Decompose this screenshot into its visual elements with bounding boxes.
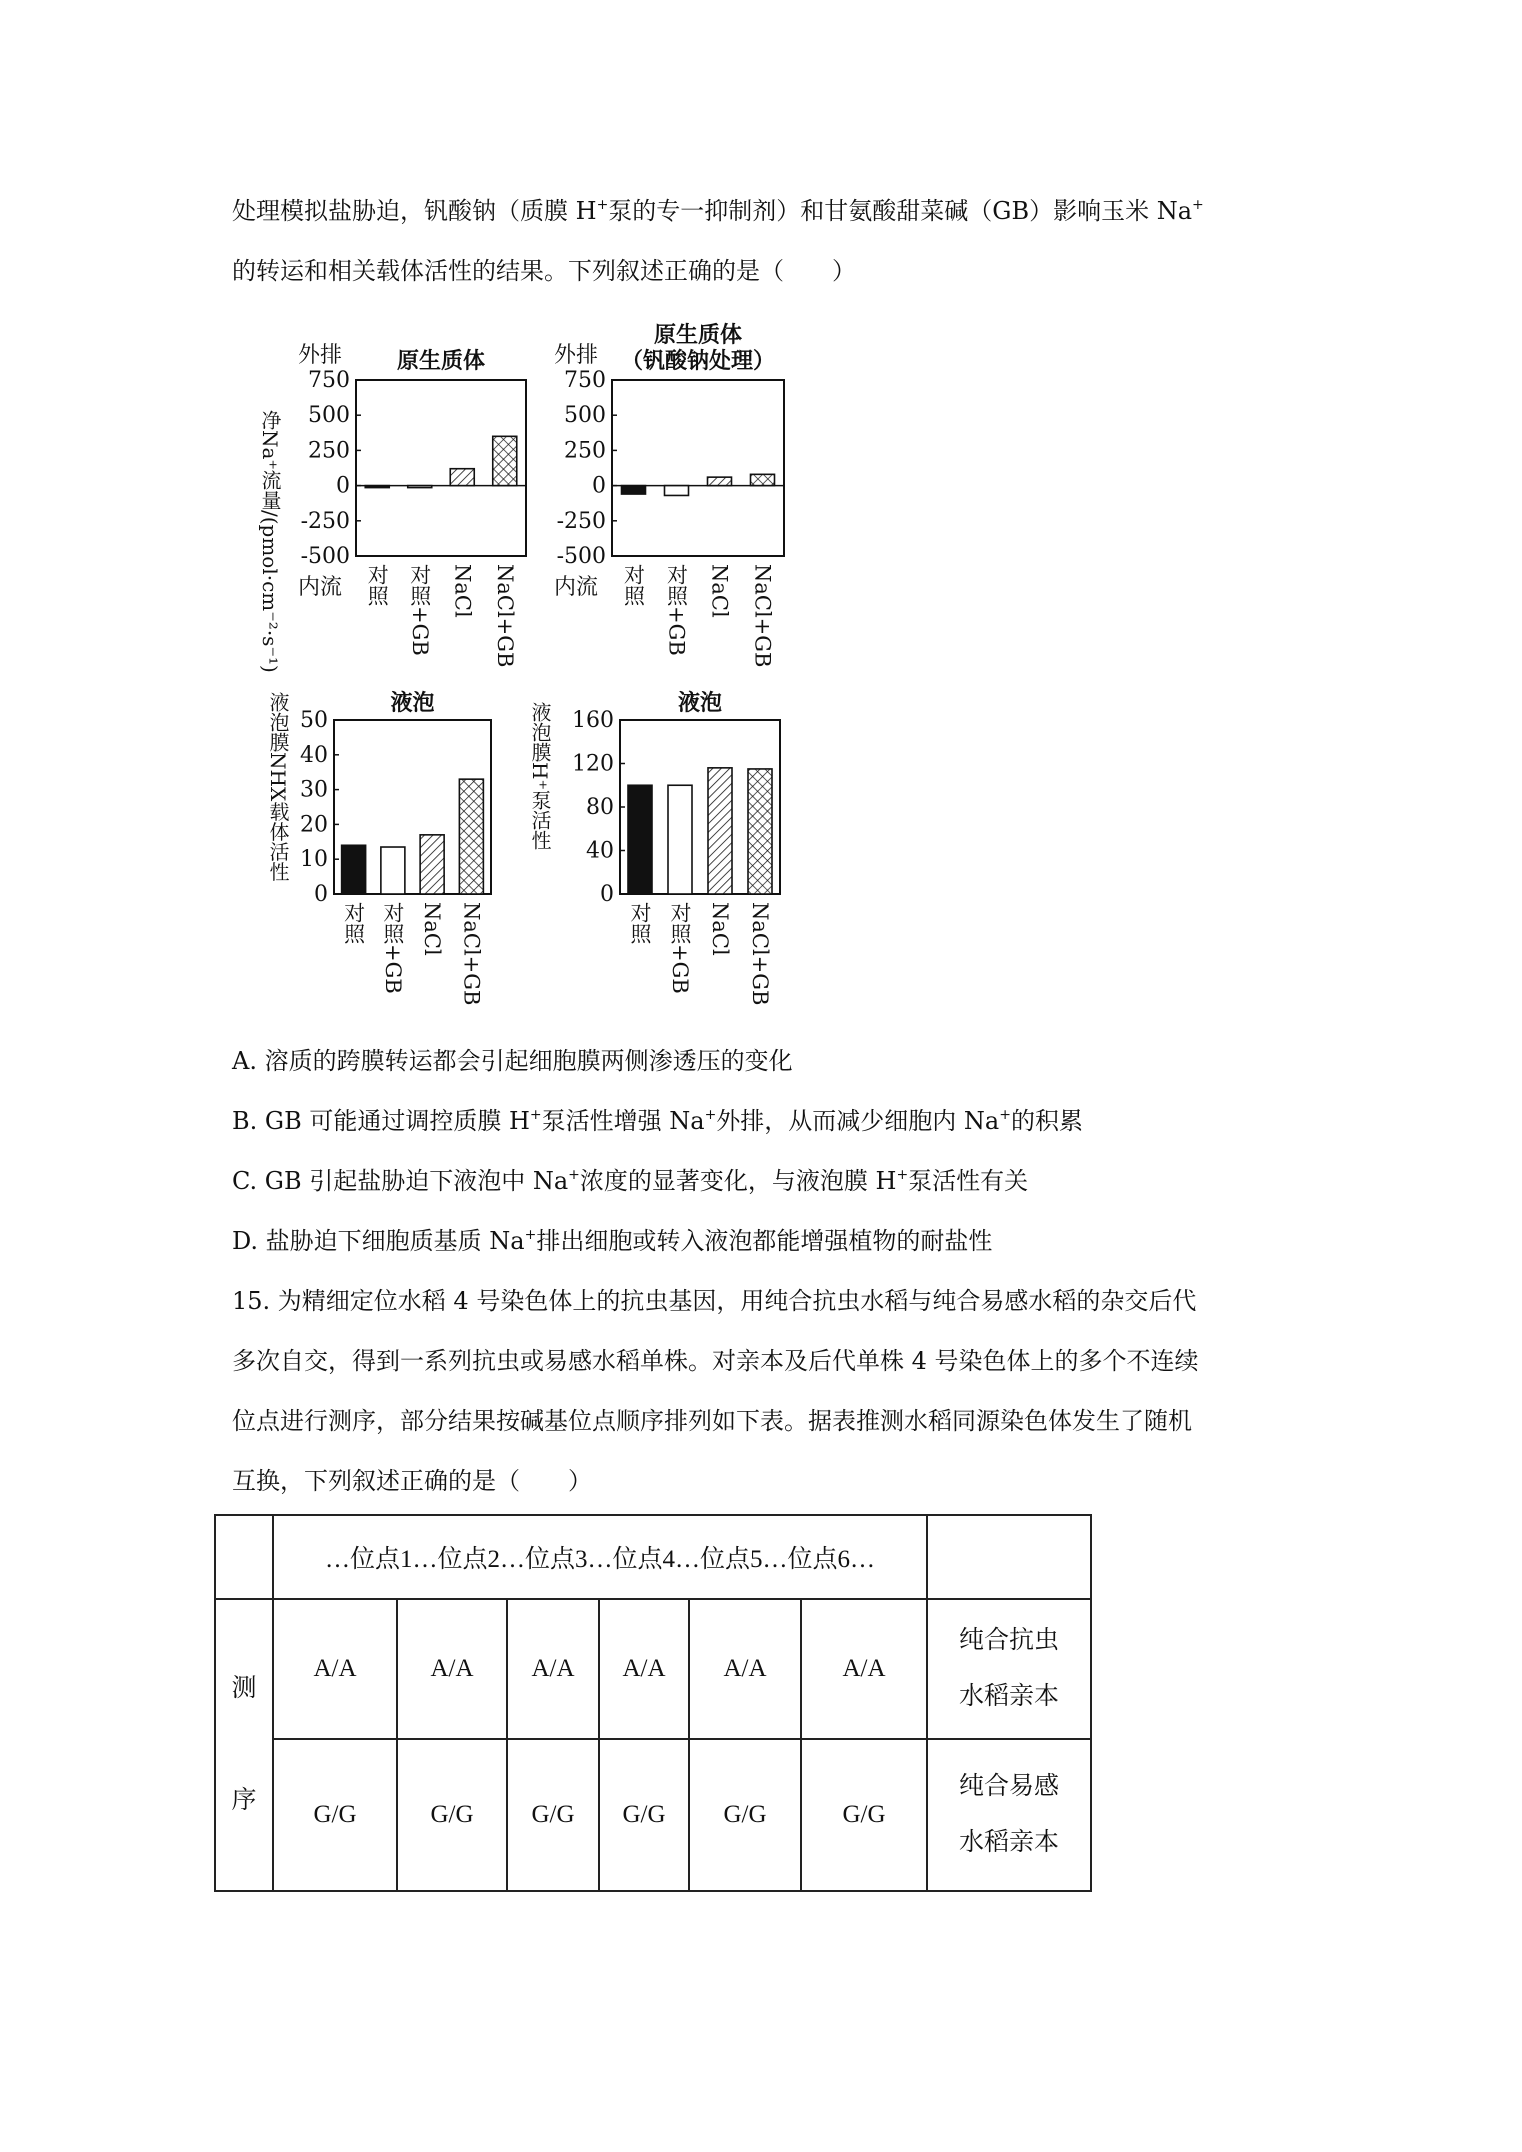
chart-title: 液泡 — [390, 690, 435, 716]
table-row-label: 纯合易感 水稻亲本 — [927, 1739, 1091, 1891]
q15-line3: 位点进行测序，部分结果按碱基位点顺序排列如下表。据表推测水稻同源染色体发生了随机 — [232, 1407, 1192, 1435]
y-tick-label: 750 — [564, 368, 606, 393]
sequencing-table — [214, 1514, 1092, 1892]
q15-line1: 15. 为精细定位水稻 4 号染色体上的抗虫基因，用纯合抗虫水稻与纯合易感水稻的杂交后代 — [232, 1287, 1197, 1315]
x-tick-label: NaCl+GB — [459, 902, 484, 1006]
table-cell: G/G — [801, 1739, 927, 1891]
table-cell: G/G — [507, 1739, 599, 1891]
bar — [381, 847, 405, 894]
y-axis-label: 液泡膜NHX载体活性 — [266, 692, 290, 882]
y-bottom-label: 内流 — [298, 575, 343, 600]
x-tick-label: NaCl — [450, 564, 475, 618]
y-tick-label: 250 — [308, 438, 350, 464]
x-tick-label: 对照+GB — [668, 902, 692, 994]
chart-vacuole-nhx — [256, 672, 516, 1016]
table-cell: G/G — [397, 1739, 507, 1891]
y-tick-label: 500 — [564, 403, 606, 429]
chart-title: （钒酸钠处理） — [620, 348, 776, 374]
bar — [493, 436, 517, 485]
bar — [665, 486, 689, 496]
x-tick-label: 对照+GB — [380, 902, 405, 994]
y-tick-label: 40 — [586, 838, 614, 864]
table-cell: A/A — [599, 1599, 689, 1739]
bar — [628, 785, 652, 894]
x-tick-label: NaCl+GB — [492, 564, 517, 668]
x-tick-label: NaCl+GB — [748, 902, 772, 1006]
bar — [668, 785, 692, 894]
chart-protoplast-vanadate — [554, 320, 810, 694]
table-cell: A/A — [801, 1599, 927, 1739]
y-axis-label: 液泡膜H⁺泵活性 — [528, 702, 552, 850]
table-cell: A/A — [507, 1599, 599, 1739]
option-d: D. 盐胁迫下细胞质基质 Na+排出细胞或转入液泡都能增强植物的耐盐性 — [232, 1227, 993, 1255]
option-b: B. GB 可能通过调控质膜 H+泵活性增强 Na+外排，从而减少细胞内 Na+的积累 — [232, 1107, 1083, 1135]
y-tick-label: 50 — [300, 708, 328, 733]
q15-line4: 互换，下列叙述正确的是（ ） — [232, 1467, 592, 1495]
bar — [751, 474, 775, 485]
y-tick-label: 250 — [564, 438, 606, 464]
bar — [342, 845, 366, 894]
y-tick-label: 0 — [336, 473, 350, 499]
bar — [408, 486, 432, 488]
y-tick-label: 120 — [572, 751, 614, 777]
y-top-label: 外排 — [554, 343, 599, 368]
y-tick-label: 500 — [308, 403, 350, 429]
y-tick-label: 160 — [572, 708, 614, 733]
x-tick-label: 对照+GB — [664, 564, 689, 656]
bar — [748, 769, 772, 894]
q14-line2: 的转运和相关载体活性的结果。下列叙述正确的是（ ） — [232, 257, 856, 285]
table-cell: A/A — [273, 1599, 397, 1739]
chart-title: 原生质体 — [653, 322, 743, 348]
plot-frame — [612, 380, 784, 556]
option-a: A. 溶质的跨膜转运都会引起细胞膜两侧渗透压的变化 — [232, 1047, 793, 1075]
x-tick-label: NaCl — [707, 564, 732, 618]
chart-title: 液泡 — [677, 690, 723, 716]
table-row — [215, 1599, 1091, 1739]
y-tick-label: 0 — [600, 882, 614, 907]
bar — [708, 477, 732, 485]
y-tick-label: -250 — [300, 508, 350, 534]
table-header-loci: …位点1…位点2…位点3…位点4…位点5…位点6… — [273, 1515, 927, 1599]
y-tick-label: -500 — [300, 544, 350, 569]
table-side-label: 测 序 — [215, 1599, 273, 1891]
table-row — [215, 1739, 1091, 1891]
x-tick-label: 对照 — [628, 902, 652, 944]
bar — [459, 779, 483, 894]
q15-line2: 多次自交，得到一系列抗虫或易感水稻单株。对亲本及后代单株 4 号染色体上的多个不连续 — [232, 1347, 1199, 1375]
table-row-label: 纯合抗虫 水稻亲本 — [927, 1599, 1091, 1739]
y-tick-label: 80 — [586, 795, 614, 820]
table-corner — [215, 1515, 273, 1599]
x-tick-label: 对照 — [341, 902, 366, 944]
y-tick-label: 750 — [308, 368, 350, 393]
chart-title: 原生质体 — [396, 348, 486, 374]
y-tick-label: -500 — [556, 544, 606, 569]
y-axis-label: 净Na⁺流量/(pmol·cm⁻²·s⁻¹) — [258, 410, 282, 673]
x-tick-label: 对照 — [365, 564, 390, 606]
table-cell: G/G — [689, 1739, 801, 1891]
y-top-label: 外排 — [298, 343, 343, 368]
table-header-blank — [927, 1515, 1091, 1599]
chart-protoplast — [256, 330, 556, 694]
y-tick-label: 30 — [300, 777, 328, 803]
q14-line1: 处理模拟盐胁迫，钒酸钠（质膜 H+泵的专一抑制剂）和甘氨酸甜菜碱（GB）影响玉米 Na+ — [232, 197, 1204, 225]
bar — [708, 768, 732, 894]
y-tick-label: -250 — [556, 508, 606, 534]
bar — [420, 835, 444, 894]
table-cell: G/G — [273, 1739, 397, 1891]
bar — [450, 469, 474, 486]
bar — [365, 486, 389, 488]
option-c: C. GB 引起盐胁迫下液泡中 Na+浓度的显著变化，与液泡膜 H+泵活性有关 — [232, 1167, 1029, 1195]
x-tick-label: NaCl — [708, 902, 732, 956]
y-bottom-label: 内流 — [554, 575, 599, 600]
table-cell: G/G — [599, 1739, 689, 1891]
y-tick-label: 20 — [300, 812, 328, 838]
x-tick-label: 对照 — [621, 564, 646, 606]
x-tick-label: 对照+GB — [407, 564, 432, 656]
x-tick-label: NaCl+GB — [750, 564, 775, 668]
x-tick-label: NaCl — [420, 902, 445, 956]
chart-vacuole-hpump — [520, 672, 790, 1016]
table-cell: A/A — [397, 1599, 507, 1739]
bar — [622, 486, 646, 494]
y-tick-label: 0 — [314, 882, 328, 907]
y-tick-label: 10 — [300, 847, 328, 873]
table-cell: A/A — [689, 1599, 801, 1739]
y-tick-label: 40 — [300, 742, 328, 768]
y-tick-label: 0 — [592, 473, 606, 499]
